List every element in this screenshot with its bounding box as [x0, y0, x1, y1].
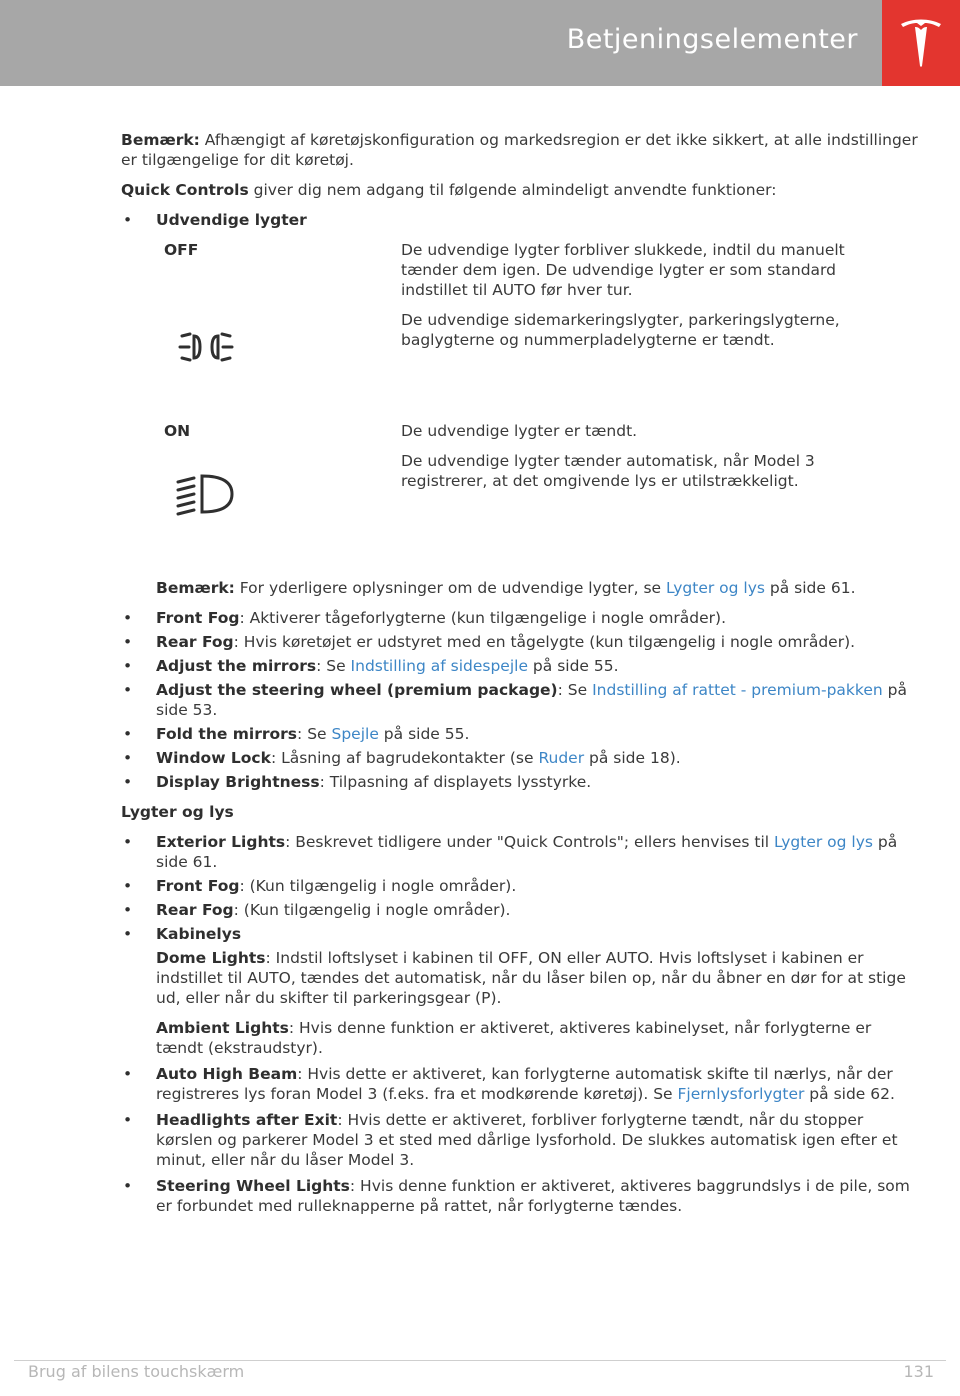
item-label: Display Brightness [156, 773, 320, 791]
list-item-auto-high-beam [121, 1064, 921, 1104]
quick-controls-label: Quick Controls [121, 181, 249, 199]
list-item-rear-fog [121, 900, 921, 920]
item-page-ref: på side 18). [584, 749, 681, 767]
lygter-og-lys-link[interactable]: Lygter og lys [666, 579, 765, 597]
ambient-lights-paragraph [121, 1018, 921, 1058]
item-text: : Hvis køretøjet er udstyret med en tågelygte (kun tilgængelig i nogle områder). [233, 633, 856, 651]
exterior-lights-title: Udvendige lygter [156, 211, 307, 229]
item-text: : Hvis denne funktion er aktiveret, aktiveres kabinelyset, når forlygterne er tændt (ekstraudstyr). [156, 1019, 872, 1057]
exterior-lights-table [156, 238, 921, 578]
item-label: Front Fog [156, 609, 240, 627]
on-description: De udvendige lygter er tændt. [401, 422, 638, 440]
item-text: : Hvis dette er aktiveret, kan forlygterne automatisk skifte til nærlys, når der registreres lys foran Model 3 (f.eks. fra et modkørende køretøj). Se [156, 1065, 893, 1103]
list-item-headlights-after-exit [121, 1110, 921, 1170]
off-label: OFF [164, 241, 199, 259]
list-item-display-brightness [121, 772, 921, 792]
tesla-logo-icon [899, 18, 943, 68]
auto-headlight-icon [174, 470, 238, 525]
main-content [121, 130, 921, 1220]
ruder-link[interactable]: Ruder [538, 749, 585, 767]
note-label: Bemærk: [156, 579, 235, 597]
rattet-link[interactable]: Indstilling af rattet - premium-pakken [592, 681, 883, 699]
spejle-link[interactable]: Spejle [331, 725, 379, 743]
item-text: : Se [297, 725, 332, 743]
item-label: Steering Wheel Lights [156, 1177, 350, 1195]
note-text: For yderligere oplysninger om de udvendige lygter, se [234, 579, 667, 597]
item-label: Ambient Lights [156, 1019, 289, 1037]
item-text: : Låsning af bagrudekontakter (se [270, 749, 539, 767]
item-text: : Se [557, 681, 593, 699]
item-text: : Se [316, 657, 351, 675]
item-text: : Beskrevet tidligere under "Quick Controls"; ellers henvises til [285, 833, 775, 851]
page-header [0, 0, 960, 86]
header-title: Betjeningselementer [566, 24, 858, 55]
note-text: Afhængigt af køretøjskonfiguration og markedsregion er det ikke sikkert, at alle indstillinger er tilgængelige for dit køretøj. [121, 131, 918, 169]
intro-text: giver dig nem adgang til følgende almindeligt anvendte funktioner: [248, 181, 777, 199]
item-page-ref: på side 53. [156, 681, 907, 719]
item-label: Window Lock [156, 749, 271, 767]
list-item-exterior-lights [121, 832, 921, 872]
item-label: Fold the mirrors [156, 725, 298, 743]
item-label: Headlights after Exit [156, 1111, 338, 1129]
note-label: Bemærk: [121, 131, 200, 149]
item-page-ref: på side 55. [378, 725, 470, 743]
item-text: : Tilpasning af displayets lysstyrke. [319, 773, 592, 791]
lygter-og-lys-link[interactable]: Lygter og lys [774, 833, 873, 851]
list-item-front-fog [121, 876, 921, 896]
brand-logo [882, 0, 960, 86]
item-label: Exterior Lights [156, 833, 286, 851]
list-item [121, 210, 921, 230]
item-label: Adjust the mirrors [156, 657, 317, 675]
section-title [121, 802, 921, 822]
parking-lights-icon [176, 328, 236, 373]
quick-controls-intro [121, 180, 921, 200]
off-description: De udvendige lygter forbliver slukkede, indtil du manuelt tænder dem igen. De udvendige lygter er som standard indstillet til AUTO før hver tur. [401, 241, 845, 299]
parking-lights-description: De udvendige sidemarkeringslygter, parkeringslygterne, baglygterne og nummerpladelygterne er tændt. [401, 311, 840, 349]
auto-description: De udvendige lygter tænder automatisk, når Model 3 registrerer, at det omgivende lys er utilstrækkeligt. [401, 452, 815, 490]
item-page-ref: på side 55. [528, 657, 619, 675]
footer-section-title: Brug af bilens touchskærm [28, 1362, 245, 1381]
list-item-cabin-lights [121, 924, 921, 944]
item-text: : (Kun tilgængelig i nogle områder). [233, 901, 511, 919]
item-label: Dome Lights [156, 949, 266, 967]
item-label: Kabinelys [156, 925, 242, 943]
page-number: 131 [903, 1362, 934, 1381]
item-text: : (Kun tilgængelig i nogle områder). [239, 877, 517, 895]
item-text: : Hvis denne funktion er aktiveret, aktiveres baggrundslys i de pile, som er forbundet med rulleknapperne på rattet, når forlygterne tændes. [156, 1177, 910, 1215]
item-label: Adjust the steering wheel (premium package) [156, 681, 558, 699]
list-item-fold-mirrors [121, 724, 921, 744]
section-title-text: Lygter og lys [121, 803, 234, 821]
note-page-ref: på side 61. [764, 579, 856, 597]
item-text: : Indstil loftslyset i kabinen til OFF, ON eller AUTO. Hvis loftslyset i kabinen er indstillet til AUTO, tændes det automatisk, når du låser bilen op, når du åbner en dør for at stige ud, eller når du skifter til parkeringsgear (P). [156, 949, 906, 1007]
list-item-steering-wheel-lights [121, 1176, 921, 1216]
availability-note [121, 130, 921, 170]
item-page-ref: på side 62. [804, 1085, 895, 1103]
item-label: Front Fog [156, 877, 240, 895]
list-item-front-fog [121, 608, 921, 628]
item-text: : Hvis dette er aktiveret, forbliver forlygterne tændt, når du stopper kørslen og parkerer Model 3 et sted med dårlige lysforhold. De slukkes automatisk igen efter et minut, eller når du låser Model 3. [156, 1111, 898, 1169]
list-item-adjust-steering [121, 680, 921, 720]
dome-lights-paragraph [121, 948, 921, 1008]
item-page-ref: på side 61. [156, 833, 898, 871]
item-label: Auto High Beam [156, 1065, 298, 1083]
item-text: : Aktiverer tågeforlygterne (kun tilgængelige i nogle områder). [239, 609, 727, 627]
fjernlys-link[interactable]: Fjernlysforlygter [677, 1085, 805, 1103]
footer-divider [14, 1360, 946, 1361]
list-item-adjust-mirrors [121, 656, 921, 676]
sidespejle-link[interactable]: Indstilling af sidespejle [350, 657, 528, 675]
exterior-lights-note [121, 578, 921, 598]
list-item-window-lock [121, 748, 921, 768]
on-label: ON [164, 422, 191, 440]
list-item-rear-fog [121, 632, 921, 652]
item-label: Rear Fog [156, 901, 234, 919]
item-label: Rear Fog [156, 633, 234, 651]
